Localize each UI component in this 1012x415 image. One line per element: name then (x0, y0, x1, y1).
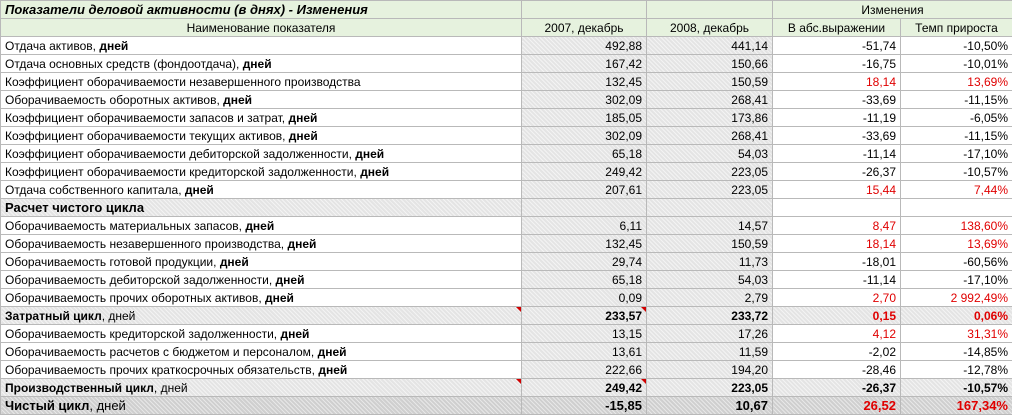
indicator-name-cell[interactable] (1, 145, 522, 163)
indicator-name: Коэффициент оборачиваемости дебиторской задолженности, (5, 147, 355, 161)
abs-change-cell[interactable]: -33,69 (773, 127, 901, 145)
growth-rate-cell[interactable]: -11,15% (901, 127, 1012, 145)
indicator-unit: дней (355, 147, 384, 161)
value-2008-cell[interactable]: 173,86 (647, 109, 773, 127)
table-row (1, 361, 1012, 379)
value-2007-cell[interactable]: 302,09 (522, 91, 647, 109)
indicator-name-cell[interactable] (1, 181, 522, 199)
indicator-name-cell[interactable] (1, 361, 522, 379)
value-2008-cell[interactable]: 150,59 (647, 73, 773, 91)
indicator-name: Оборачиваемость оборотных активов, (5, 93, 223, 107)
growth-rate-cell[interactable]: -10,57% (901, 163, 1012, 181)
indicator-name: Оборачиваемость материальных запасов, (5, 219, 245, 233)
indicator-name: Коэффициент оборачиваемости текущих активов, (5, 129, 289, 143)
value-2007-cell[interactable]: 132,45 (522, 235, 647, 253)
growth-rate-cell[interactable]: 167,34% (901, 397, 1012, 415)
blank-cell[interactable] (901, 199, 1012, 217)
value-2008-cell[interactable]: 233,72 (647, 307, 773, 325)
production-cycle-row (1, 379, 1012, 397)
value-2007-cell[interactable]: 167,42 (522, 55, 647, 73)
table-row (1, 325, 1012, 343)
indicator-name-cell[interactable] (1, 73, 522, 91)
abs-change-cell[interactable]: -28,46 (773, 361, 901, 379)
indicator-name: Коэффициент оборачиваемости незавершенного производства (5, 75, 361, 89)
table-row (1, 109, 1012, 127)
value-2008-cell[interactable]: 223,05 (647, 379, 773, 397)
indicator-name: Оборачиваемость кредиторской задолженности, (5, 327, 280, 341)
value-2008-cell[interactable]: 10,67 (647, 397, 773, 415)
indicator-unit: дней (243, 57, 272, 71)
indicator-name-cell[interactable] (1, 307, 522, 325)
table-row (1, 145, 1012, 163)
table-row (1, 181, 1012, 199)
abs-change-cell[interactable]: -51,74 (773, 37, 901, 55)
indicator-name: Оборачиваемость прочих оборотных активов, (5, 291, 265, 305)
table-row (1, 271, 1012, 289)
growth-rate-cell[interactable]: -60,56% (901, 253, 1012, 271)
table-row (1, 253, 1012, 271)
indicator-unit: дней (245, 219, 274, 233)
value-2008-cell[interactable]: 268,41 (647, 91, 773, 109)
value-2007-cell[interactable]: 222,66 (522, 361, 647, 379)
abs-change-cell[interactable]: -26,37 (773, 379, 901, 397)
growth-rate-cell[interactable]: 0,06% (901, 307, 1012, 325)
value-2007-cell[interactable]: 132,45 (522, 73, 647, 91)
value-2008-cell[interactable]: 11,59 (647, 343, 773, 361)
abs-change-cell[interactable]: 18,14 (773, 235, 901, 253)
value-2008-cell[interactable]: 54,03 (647, 271, 773, 289)
growth-rate-cell[interactable]: -10,50% (901, 37, 1012, 55)
value-2008-cell[interactable]: 14,57 (647, 217, 773, 235)
table-title[interactable]: Показатели деловой активности (в днях) - Изменения (1, 1, 522, 19)
indicator-unit: дней (185, 183, 214, 197)
value-2008-cell[interactable]: 223,05 (647, 181, 773, 199)
value-2008-cell[interactable]: 54,03 (647, 145, 773, 163)
growth-rate-cell[interactable]: 7,44% (901, 181, 1012, 199)
value-2007-cell[interactable]: 13,15 (522, 325, 647, 343)
indicator-unit: дней (223, 93, 252, 107)
growth-rate-cell[interactable]: -6,05% (901, 109, 1012, 127)
indicator-name: Отдача активов, (5, 39, 99, 53)
abs-change-cell[interactable]: 26,52 (773, 397, 901, 415)
indicator-unit: дней (289, 129, 318, 143)
abs-change-header[interactable]: В абс.выражении (773, 19, 901, 37)
indicator-name: Оборачиваемость готовой продукции, (5, 255, 220, 269)
indicator-unit: дней (318, 345, 347, 359)
value-2008-cell[interactable]: 2,79 (647, 289, 773, 307)
value-2007-cell[interactable]: -15,85 (522, 397, 647, 415)
indicator-name-cell[interactable] (1, 37, 522, 55)
indicator-unit: дней (318, 363, 347, 377)
growth-rate-cell[interactable]: -10,57% (901, 379, 1012, 397)
indicator-name-cell[interactable] (1, 253, 522, 271)
value-2007-cell[interactable]: 233,57 (522, 307, 647, 325)
table-row (1, 127, 1012, 145)
growth-rate-cell[interactable]: 13,69% (901, 73, 1012, 91)
indicator-unit: дней (280, 327, 309, 341)
indicator-name-cell[interactable] (1, 127, 522, 145)
indicator-name: Отдача основных средств (фондоотдача), (5, 57, 243, 71)
value-2007-cell[interactable]: 249,42 (522, 163, 647, 181)
indicator-name-cell[interactable] (1, 271, 522, 289)
indicator-name-cell[interactable] (1, 325, 522, 343)
value-2008-cell[interactable]: 17,26 (647, 325, 773, 343)
abs-change-cell[interactable]: 2,70 (773, 289, 901, 307)
table-row (1, 37, 1012, 55)
indicator-name: Отдача собственного капитала, (5, 183, 185, 197)
indicator-unit: , дней (89, 398, 125, 413)
indicator-name-cell[interactable] (1, 289, 522, 307)
indicator-name: Оборачиваемость прочих краткосрочных обязательств, (5, 363, 318, 377)
indicator-name-cell[interactable] (1, 343, 522, 361)
abs-change-cell[interactable]: -2,02 (773, 343, 901, 361)
blank-cell[interactable] (522, 199, 647, 217)
growth-rate-cell[interactable]: 2 992,49% (901, 289, 1012, 307)
indicator-name-cell[interactable] (1, 55, 522, 73)
indicator-name: Затратный цикл (5, 309, 102, 323)
abs-change-cell[interactable]: -26,37 (773, 163, 901, 181)
abs-change-cell[interactable]: -16,75 (773, 55, 901, 73)
value-2008-cell[interactable]: 223,05 (647, 163, 773, 181)
section-title[interactable]: Расчет чистого цикла (1, 199, 522, 217)
indicator-name-cell[interactable] (1, 109, 522, 127)
blank-cell[interactable] (647, 1, 773, 19)
year-2007-header[interactable]: 2007, декабрь (522, 19, 647, 37)
indicator-name-cell[interactable] (1, 235, 522, 253)
value-2008-cell[interactable]: 194,20 (647, 361, 773, 379)
abs-change-cell[interactable]: -33,69 (773, 91, 901, 109)
value-2008-cell[interactable]: 441,14 (647, 37, 773, 55)
net-cycle-row (1, 397, 1012, 415)
abs-change-cell[interactable]: 8,47 (773, 217, 901, 235)
section-row (1, 199, 1012, 217)
indicator-unit: дней (220, 255, 249, 269)
abs-change-cell[interactable]: -11,14 (773, 271, 901, 289)
value-2007-cell[interactable]: 29,74 (522, 253, 647, 271)
indicator-name: Оборачиваемость дебиторской задолженности, (5, 273, 276, 287)
growth-rate-cell[interactable]: -17,10% (901, 145, 1012, 163)
growth-rate-cell[interactable]: 138,60% (901, 217, 1012, 235)
value-2007-cell[interactable]: 207,61 (522, 181, 647, 199)
indicator-name-cell[interactable] (1, 163, 522, 181)
name-header[interactable]: Наименование показателя (1, 19, 522, 37)
table-row (1, 73, 1012, 91)
indicator-unit: дней (288, 111, 317, 125)
indicator-name: Коэффициент оборачиваемости кредиторской задолженности, (5, 165, 360, 179)
table-row (1, 91, 1012, 109)
value-2008-cell[interactable]: 11,73 (647, 253, 773, 271)
growth-rate-header[interactable]: Темп прироста (901, 19, 1012, 37)
value-2007-cell[interactable]: 65,18 (522, 271, 647, 289)
indicator-unit: дней (287, 237, 316, 251)
cost-cycle-row (1, 307, 1012, 325)
growth-rate-cell[interactable]: -10,01% (901, 55, 1012, 73)
value-2007-cell[interactable]: 492,88 (522, 37, 647, 55)
indicator-unit: , дней (154, 381, 188, 395)
value-2008-cell[interactable]: 268,41 (647, 127, 773, 145)
blank-cell[interactable] (773, 199, 901, 217)
value-2007-cell[interactable]: 302,09 (522, 127, 647, 145)
indicator-unit: дней (276, 273, 305, 287)
value-2007-cell[interactable]: 0,09 (522, 289, 647, 307)
table-row (1, 163, 1012, 181)
blank-cell[interactable] (647, 199, 773, 217)
abs-change-cell[interactable]: 18,14 (773, 73, 901, 91)
indicator-name: Оборачиваемость расчетов с бюджетом и персоналом, (5, 345, 318, 359)
abs-change-cell[interactable]: -11,19 (773, 109, 901, 127)
indicator-name: Коэффициент оборачиваемости запасов и затрат, (5, 111, 288, 125)
abs-change-cell[interactable]: 0,15 (773, 307, 901, 325)
value-2008-cell[interactable]: 150,66 (647, 55, 773, 73)
value-2007-cell[interactable]: 249,42 (522, 379, 647, 397)
growth-rate-cell[interactable]: 13,69% (901, 235, 1012, 253)
value-2007-cell[interactable]: 185,05 (522, 109, 647, 127)
indicator-name-cell[interactable] (1, 91, 522, 109)
value-2007-cell[interactable]: 13,61 (522, 343, 647, 361)
growth-rate-cell[interactable]: -11,15% (901, 91, 1012, 109)
value-2007-cell[interactable]: 6,11 (522, 217, 647, 235)
indicator-name-cell[interactable] (1, 379, 522, 397)
growth-rate-cell[interactable]: -12,78% (901, 361, 1012, 379)
indicator-name-cell[interactable] (1, 217, 522, 235)
changes-header[interactable]: Изменения (773, 1, 1012, 19)
indicator-unit: дней (360, 165, 389, 179)
year-2008-header[interactable]: 2008, декабрь (647, 19, 773, 37)
table-row (1, 289, 1012, 307)
blank-cell[interactable] (522, 1, 647, 19)
indicator-name: Производственный цикл (5, 381, 154, 395)
indicator-name-cell[interactable] (1, 397, 522, 415)
indicator-unit: дней (265, 291, 294, 305)
growth-rate-cell[interactable]: -14,85% (901, 343, 1012, 361)
title-row (1, 1, 1012, 19)
indicator-name: Чистый цикл (5, 398, 89, 413)
indicator-unit: дней (99, 39, 128, 53)
column-header-row (1, 19, 1012, 37)
table-row (1, 343, 1012, 361)
abs-change-cell[interactable]: -18,01 (773, 253, 901, 271)
indicator-unit: , дней (102, 309, 136, 323)
table-row (1, 235, 1012, 253)
abs-change-cell[interactable]: -11,14 (773, 145, 901, 163)
table-row (1, 55, 1012, 73)
value-2008-cell[interactable]: 150,59 (647, 235, 773, 253)
value-2007-cell[interactable]: 65,18 (522, 145, 647, 163)
abs-change-cell[interactable]: 15,44 (773, 181, 901, 199)
growth-rate-cell[interactable]: -17,10% (901, 271, 1012, 289)
abs-change-cell[interactable]: 4,12 (773, 325, 901, 343)
table-row (1, 217, 1012, 235)
indicator-name: Оборачиваемость незавершенного производства, (5, 237, 287, 251)
growth-rate-cell[interactable]: 31,31% (901, 325, 1012, 343)
